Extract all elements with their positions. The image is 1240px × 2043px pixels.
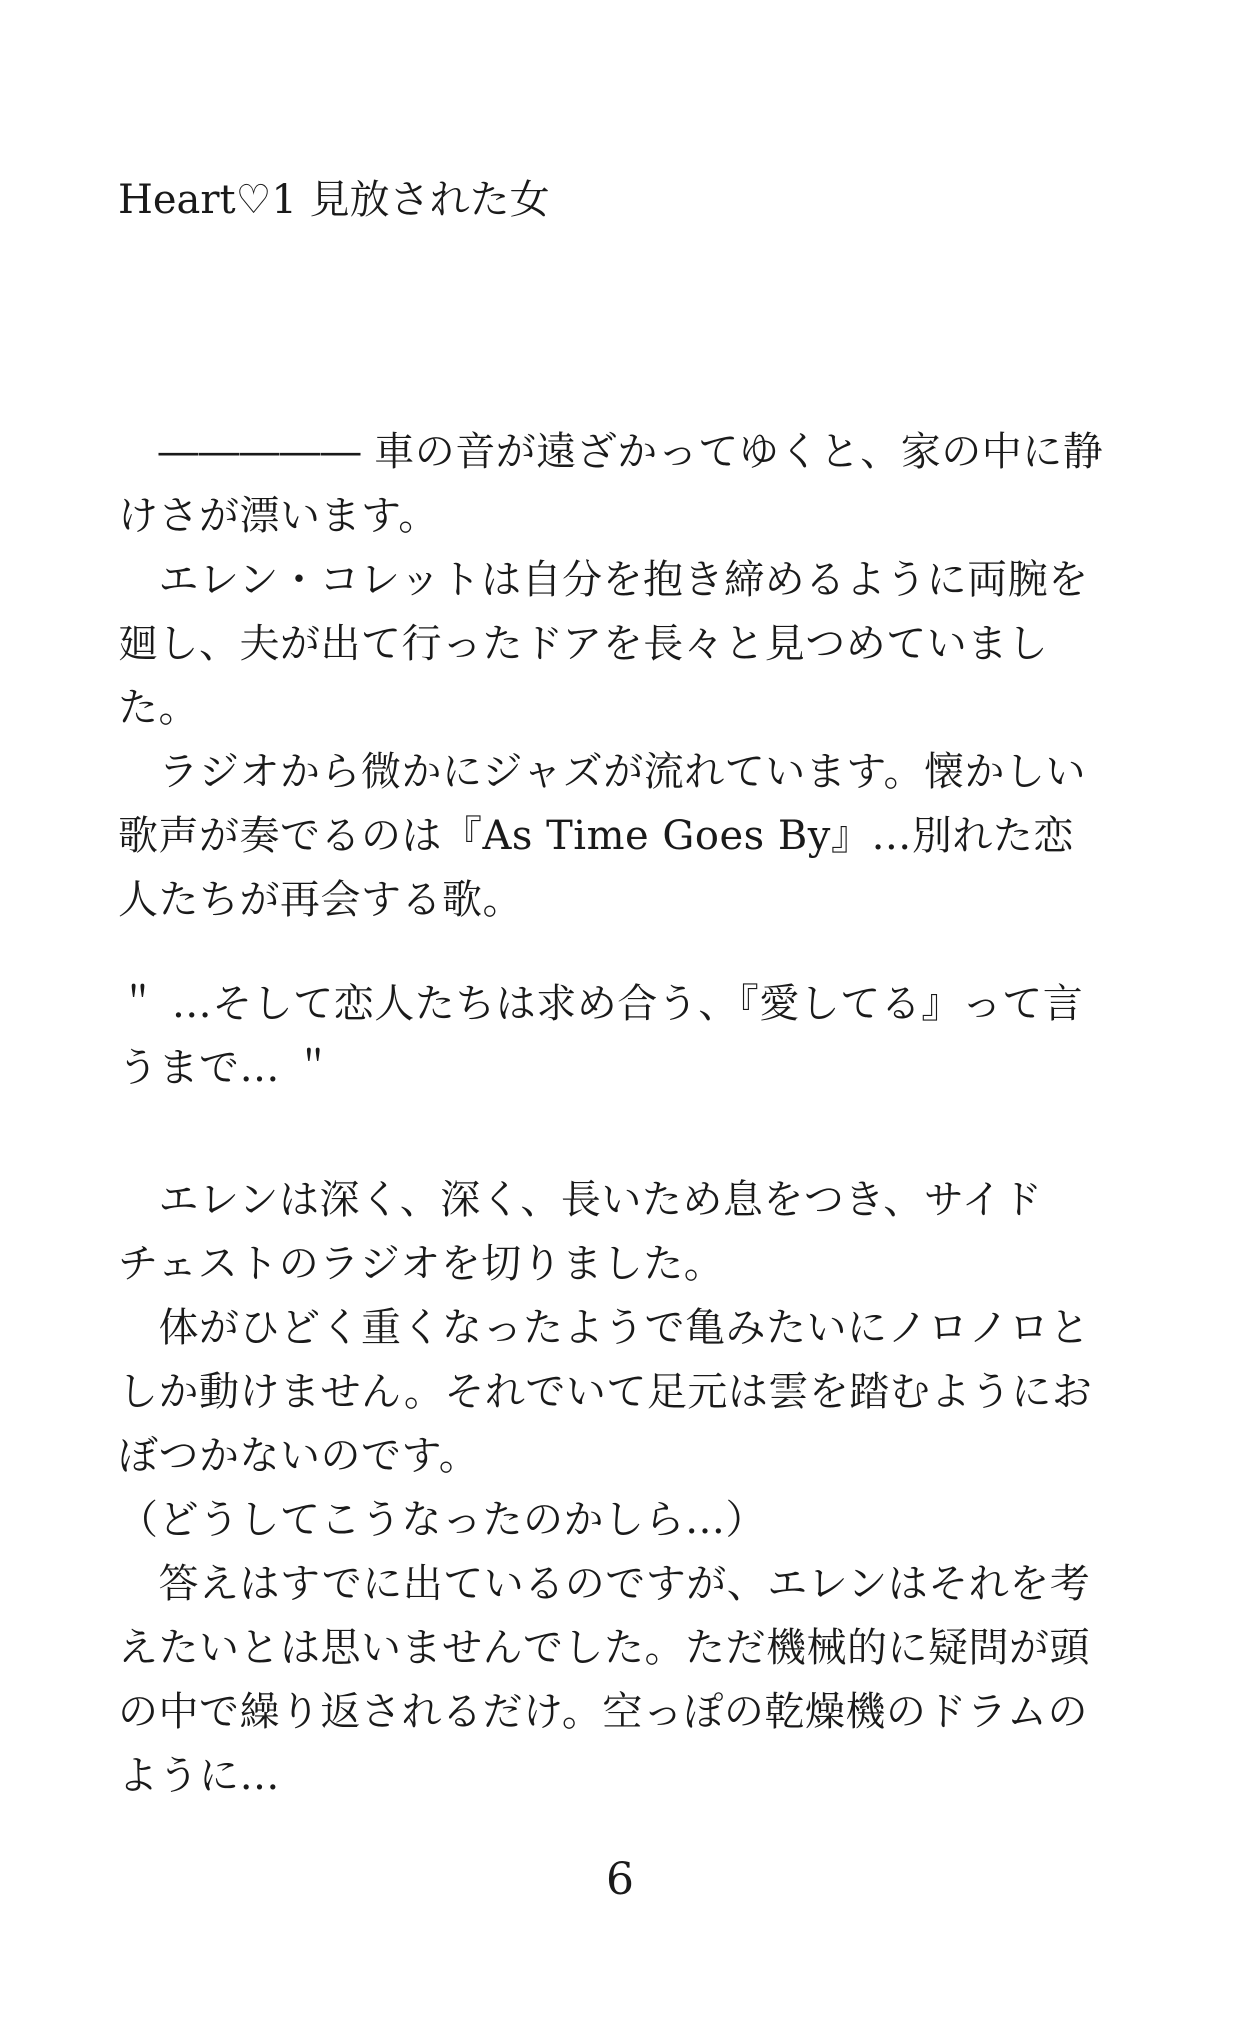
text-line: ――――― 車の音が遠ざかってゆくと、家の中に静 — [118, 429, 1104, 475]
text-line: しか動けません。それでいて足元は雲を踏むようにお — [118, 1369, 1093, 1415]
text-line: た。 — [118, 685, 199, 731]
text-line: エレン・コレットは自分を抱き締めるように両腕を — [118, 557, 1089, 603]
paragraph-block-3 — [118, 1168, 1128, 1808]
text-line: 歌声が奏でるのは『As Time Goes By』…別れた恋 — [118, 813, 1074, 859]
text-line: の中で繰り返されるだけ。空っぽの乾燥機のドラムの — [118, 1689, 1088, 1735]
text-line: えたいとは思いませんでした。ただ機械的に疑問が頭 — [118, 1625, 1090, 1671]
text-line: ラジオから微かにジャズが流れています。懐かしい — [118, 749, 1086, 795]
paragraph-block-2 — [118, 972, 1128, 1100]
text-line: 体がひどく重くなったようで亀みたいにノロノロと — [118, 1305, 1090, 1351]
text-line: 廻し、夫が出て行ったドアを長々と見つめていまし — [118, 621, 1049, 667]
page-number: 6 — [606, 1854, 634, 1905]
text-line: 答えはすでに出ているのですが、エレンはそれを考 — [118, 1561, 1091, 1607]
text-line: ＂ …そして恋人たちは求め合う、『愛してる』って言 — [118, 981, 1084, 1027]
text-line: ように… — [118, 1753, 280, 1799]
text-line: けさが漂います。 — [118, 493, 439, 539]
text-line: 人たちが再会する歌。 — [118, 877, 523, 923]
text-line: エレンは深く、深く、長いため息をつき、サイド — [118, 1177, 1043, 1223]
chapter-title: Heart♡1 見放された女 — [118, 177, 550, 223]
text-line: うまで… ＂ — [118, 1045, 334, 1091]
paragraph-block-1 — [118, 420, 1128, 932]
text-line: （どうしてこうなったのかしら…） — [118, 1497, 766, 1543]
text-line: ぼつかないのです。 — [118, 1433, 480, 1479]
text-line: チェストのラジオを切りました。 — [118, 1241, 725, 1287]
